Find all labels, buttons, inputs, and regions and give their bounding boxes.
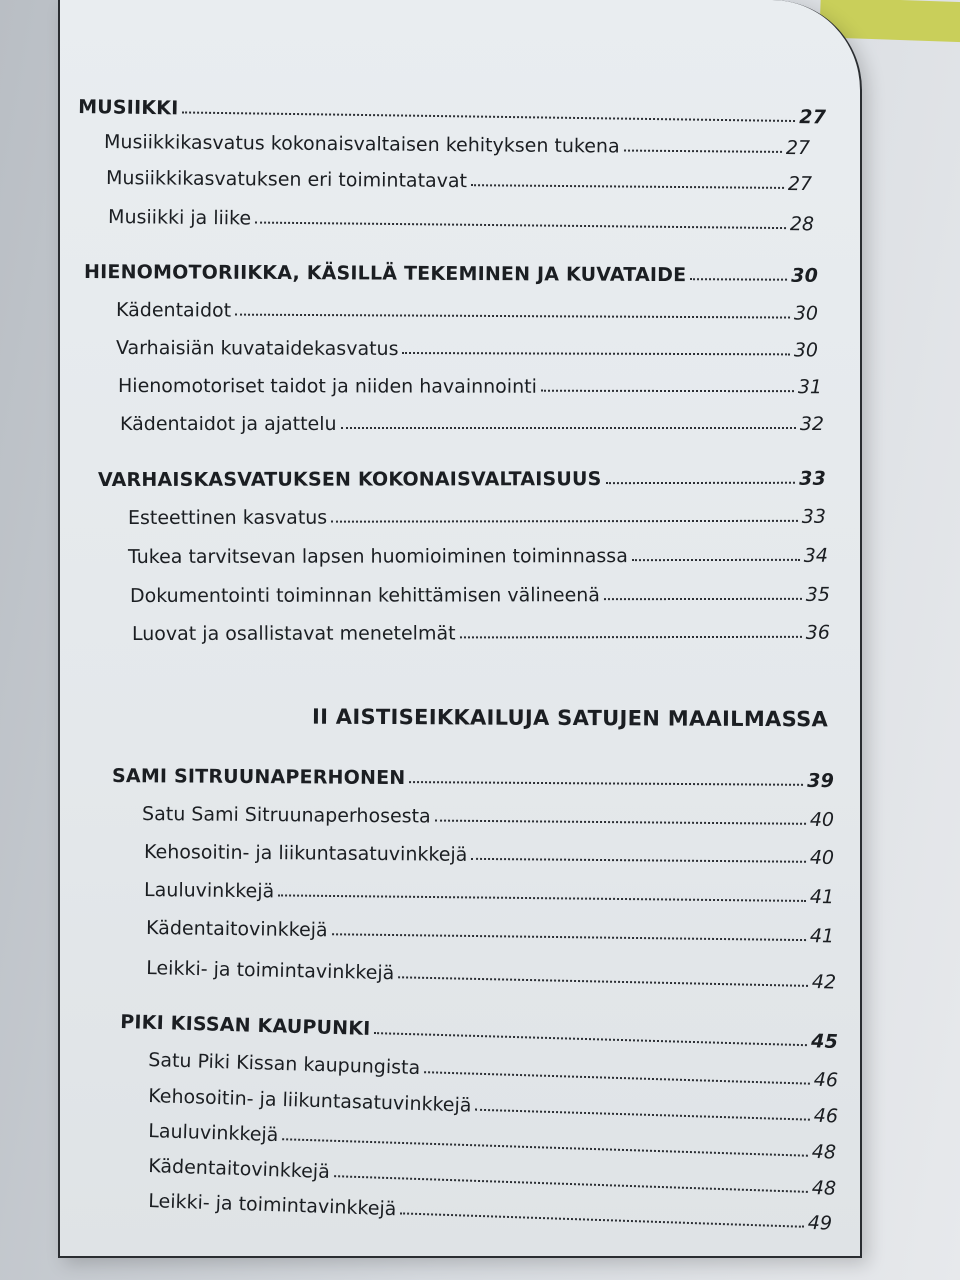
page-number: 33: [799, 467, 826, 490]
toc-section-hienomotoriikka: [84, 261, 818, 287]
toc-item: [146, 957, 836, 993]
item-label: Lauluvinkkejä: [144, 879, 275, 903]
leader-dots: [400, 1212, 804, 1227]
toc-item: [128, 545, 828, 568]
item-label: Leikki- ja toimintavinkkejä: [148, 1190, 397, 1221]
leader-dots: [235, 314, 790, 319]
section-title: VARHAISKASVATUKSEN KOKONAISVALTAISUUS: [97, 468, 602, 491]
toc-item: [132, 622, 830, 645]
leader-dots: [334, 1175, 808, 1193]
leader-dots: [255, 222, 786, 230]
item-label: Leikki- ja toimintavinkkejä: [146, 957, 395, 985]
leader-dots: [541, 390, 794, 392]
toc-section-varhaiskasvatuksen: [98, 468, 826, 491]
item-label: Lauluvinkkejä: [148, 1120, 279, 1147]
toc-item: [104, 131, 810, 159]
toc-item: [128, 506, 826, 529]
section-title: MUSIIKKI: [78, 96, 179, 120]
toc-item: [120, 413, 824, 435]
page-number: 30: [793, 339, 819, 362]
page-number: 48: [811, 1177, 837, 1200]
leader-dots: [182, 111, 795, 122]
part-title: II AISTISEIKKAILUJA SATUJEN MAAILMASSA: [311, 704, 829, 732]
page-number: 41: [809, 925, 835, 948]
leader-dots: [398, 976, 808, 987]
toc-item: [118, 375, 822, 398]
item-label: Kädentaidot: [116, 299, 232, 322]
toc-story-sami: [112, 765, 834, 792]
page-number: 27: [785, 136, 811, 160]
toc-item: [148, 1120, 836, 1164]
section-title: HIENOMOTORIIKKA, KÄSILLÄ TEKEMINEN JA KUVATAIDE: [84, 261, 687, 287]
item-label: Musiikkikasvatus kokonaisvaltaisen kehityksen tukena: [104, 131, 620, 158]
toc-item: [106, 167, 812, 195]
page-number: 46: [813, 1068, 839, 1092]
toc-item: [148, 1049, 838, 1091]
toc-item: [148, 1190, 832, 1235]
toc-item: [116, 299, 818, 325]
item-label: Musiikki ja liike: [108, 206, 252, 230]
story-title: PIKI KISSAN KAUPUNKI: [120, 1011, 371, 1040]
item-label: Kehosoitin- ja liikuntasatuvinkkejä: [148, 1085, 472, 1117]
page-number: 31: [797, 376, 823, 399]
toc-item: [146, 917, 834, 947]
leader-dots: [374, 1032, 807, 1046]
item-label: Kädentaitovinkkejä: [148, 1155, 331, 1184]
leader-dots: [624, 150, 782, 153]
page-number: 30: [793, 302, 819, 325]
page-number: 39: [807, 769, 835, 793]
toc-item: [144, 879, 834, 908]
item-label: Varhaisiän kuvataidekasvatus: [116, 337, 399, 360]
leader-dots: [409, 781, 803, 786]
page-number: 33: [801, 505, 826, 528]
page-number: 40: [809, 846, 835, 870]
page-number: 32: [799, 413, 824, 435]
leader-dots: [341, 427, 796, 429]
page-number: 48: [811, 1140, 837, 1164]
item-label: Kehosoitin- ja liikuntasatuvinkkejä: [144, 841, 468, 866]
leader-dots: [282, 1138, 808, 1157]
leader-dots: [690, 278, 787, 281]
leader-dots: [471, 184, 784, 189]
leader-dots: [424, 1071, 810, 1084]
item-label: Kädentaidot ja ajattelu: [120, 413, 337, 435]
item-label: Hienomotoriset taidot ja niiden havainnointi: [118, 375, 537, 398]
page-number: 45: [810, 1030, 839, 1054]
item-label: Esteettinen kasvatus: [127, 506, 328, 529]
page-number: 42: [811, 970, 837, 994]
item-label: Satu Piki Kissan kaupungista: [148, 1049, 421, 1080]
page-number: 40: [809, 808, 835, 832]
toc-story-piki: [120, 1011, 838, 1053]
item-label: Kädentaitovinkkejä: [146, 917, 328, 942]
leader-dots: [435, 820, 806, 825]
page-number: 27: [799, 106, 827, 129]
leader-dots: [332, 933, 806, 941]
story-title: SAMI SITRUUNAPERHONEN: [112, 765, 406, 790]
item-label: Tukea tarvitsevan lapsen huomioiminen toiminnassa: [127, 545, 628, 568]
leader-dots: [460, 636, 802, 639]
page-number: 36: [805, 621, 830, 644]
toc-item: [130, 584, 830, 607]
leader-dots: [471, 858, 806, 863]
leader-dots: [604, 598, 802, 600]
leader-dots: [402, 352, 789, 355]
book-page: [58, 0, 862, 1258]
page-number: 27: [787, 172, 813, 196]
page-number: 46: [813, 1104, 839, 1128]
page-number: 34: [803, 544, 828, 567]
page-number: 49: [807, 1211, 833, 1235]
leader-dots: [475, 1109, 809, 1121]
item-label: Musiikkikasvatuksen eri toimintatavat: [106, 167, 468, 193]
toc-item: [148, 1085, 838, 1127]
page-number: 30: [791, 264, 819, 287]
toc-section-musiikki: [78, 96, 826, 128]
page-number: 35: [805, 583, 830, 606]
leader-dots: [606, 482, 796, 484]
table-of-contents: [60, 0, 860, 1256]
leader-dots: [331, 520, 798, 523]
toc-item: [116, 337, 818, 361]
toc-item: [144, 841, 834, 869]
page-number: 41: [809, 885, 835, 909]
toc-item: [108, 206, 814, 235]
toc-item: [142, 803, 834, 831]
item-label: Luovat ja osallistavat menetelmät: [131, 622, 456, 645]
item-label: Satu Sami Sitruunaperhosesta: [142, 803, 431, 828]
leader-dots: [278, 894, 806, 902]
page-number: 28: [789, 213, 815, 236]
leader-dots: [632, 559, 800, 561]
item-label: Dokumentointi toiminnan kehittämisen välineenä: [129, 584, 600, 607]
